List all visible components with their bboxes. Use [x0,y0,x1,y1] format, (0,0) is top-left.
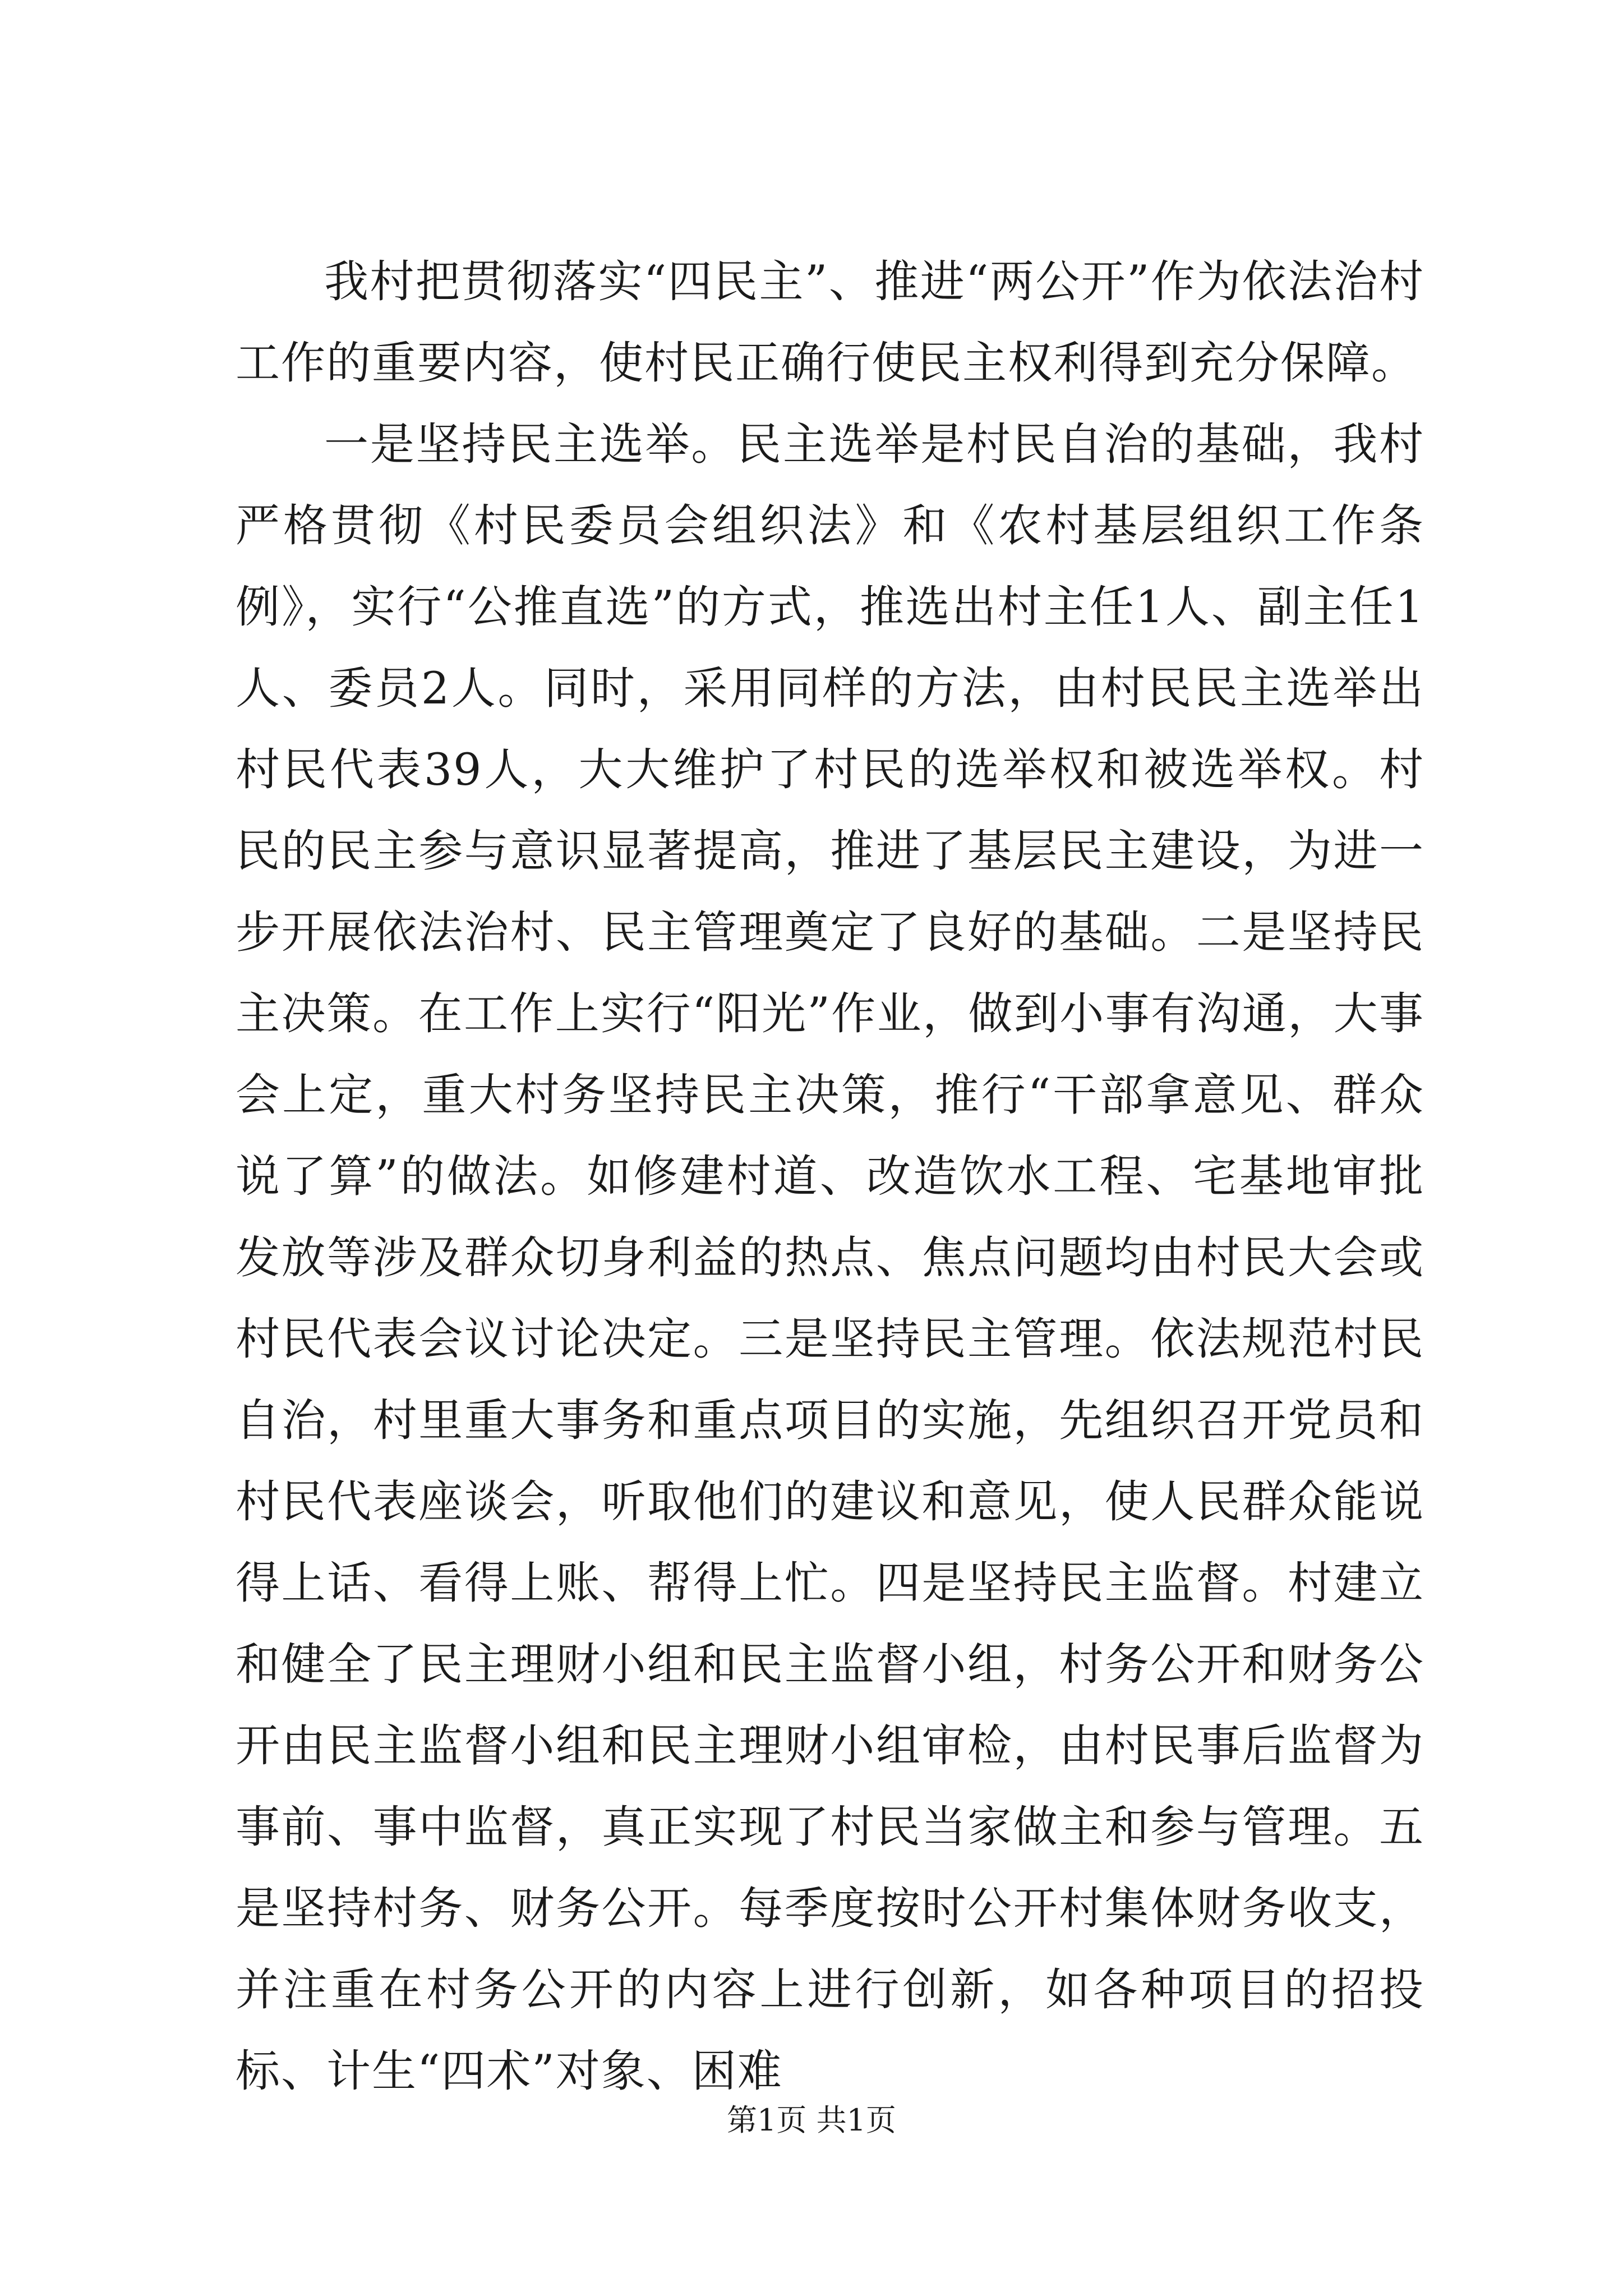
paragraph-intro: 我村把贯彻落实“四民主”、推进“两公开”作为依法治村工作的重要内容，使村民正确行使民主权利得到充分保障。 [236,256,1424,389]
page-footer: 第1页 共1页 [727,2102,896,2138]
paragraph-four-democracies: 一是坚持民主选举。民主选举是村民自治的基础，我村严格贯彻《村民委员会组织法》和《农村基层组织工作条例》，实行“公推直选”的方式，推选出村主任1人、副主任1人、委员2人。同时，采用同样的方法，由村民民主选举出村民代表39人，大大维护了村民的选举权和被选举权。村民的民主参与意识显著提高，推进了基层民主建设，为进一步开展依法治村、民主管理奠定了良好的基础。二是坚持民主决策。在工作上实行“阳光”作业，做到小事有沟通，大事会上定，重大村务坚持民主决策，推行“干部拿意见、群众说了算”的做法。如修建村道、改造饮水工程、宅基地审批发放等涉及群众切身利益的热点、焦点问题均由村民大会或村民代表会议讨论决定。三是坚持民主管理。依法规范村民自治，村里重大事务和重点项目的实施，先组织召开党员和村民代表座谈会，听取他们的建议和意见，使人民群众能说得上话、看得上账、帮得上忙。四是坚持民主监督。村建立和健全了民主理财小组和民主监督小组，村务公开和财务公开由民主监督小组和民主理财小组审检，由村民事后监督为事前、事中监督，真正实现了村民当家做主和参与管理。五是坚持村务、财务公开。每季度按时公开村集体财务收支，并注重在村务公开的内容上进行创新，如各种项目的招投标、计生“四术”对象、困难 [236,418,1424,2097]
document-body [236,241,1424,2112]
